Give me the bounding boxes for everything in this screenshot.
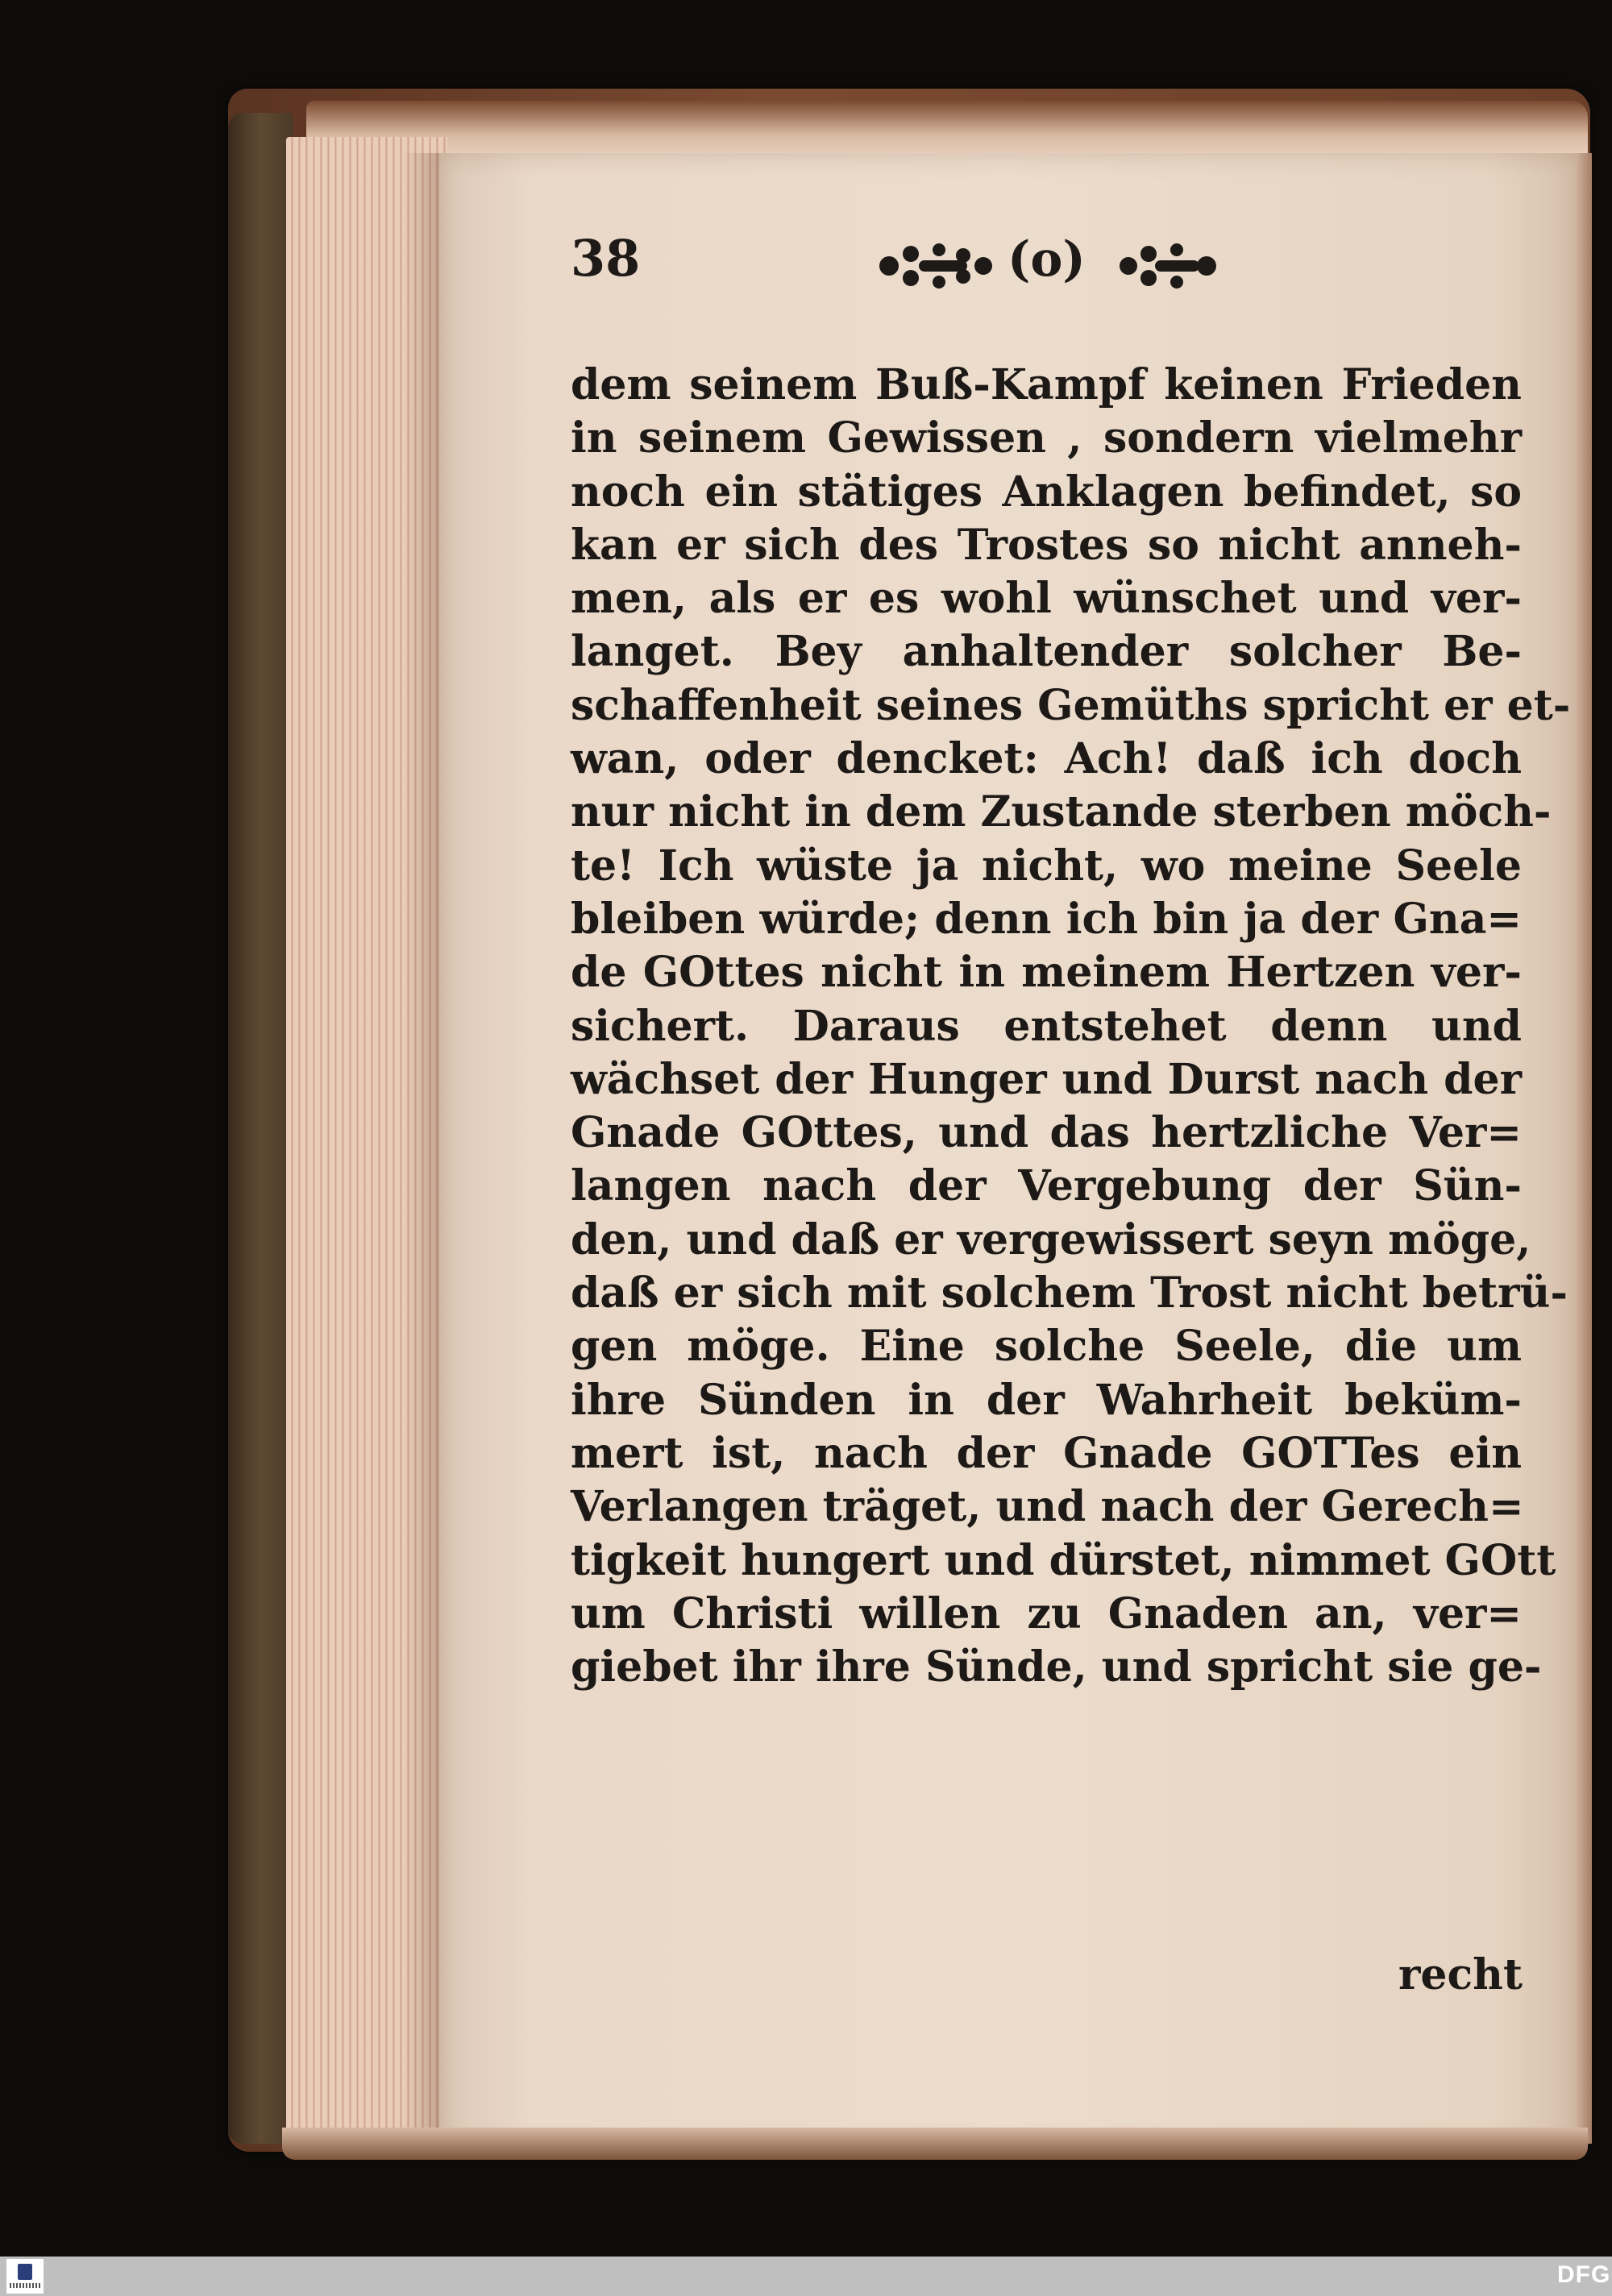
- text-line: gen möge. Eine solche Seele, die um: [571, 1322, 1522, 1372]
- text-line: in seinem Gewissen , sondern vielmehr: [571, 413, 1522, 463]
- text-line: ihre Sünden in der Wahrheit beküm-: [571, 1375, 1522, 1425]
- page-right-edge: [1576, 153, 1592, 2144]
- text-line: wächset der Hunger und Durst nach der: [571, 1054, 1522, 1104]
- text-line: giebet ihr ihre Sünde, und spricht sie ge-: [571, 1642, 1542, 1692]
- text-line: langen nach der Vergebung der Sün-: [571, 1161, 1522, 1211]
- text-line: te! Ich wüste ja nicht, wo meine Seele: [571, 841, 1522, 891]
- text-line: de GOttes nicht in meinem Hertzen ver-: [571, 948, 1522, 998]
- book-bottom-edge: [282, 2128, 1588, 2160]
- text-line: dem seinem Buß-Kampf keinen Frieden: [571, 360, 1522, 409]
- text-line: daß er sich mit solchem Trost nicht betrü-: [571, 1268, 1568, 1318]
- viewer-footer-bar: [0, 2257, 1612, 2296]
- dfg-logo[interactable]: DFG: [1557, 2261, 1611, 2288]
- body-text: [571, 359, 1571, 1694]
- text-line: bleiben würde; denn ich bin ja der Gna=: [571, 894, 1522, 944]
- header-center: (o): [1008, 231, 1086, 288]
- book-top-edge: [306, 101, 1588, 157]
- text-line: men, als er es wohl wünschet und ver-: [571, 574, 1522, 624]
- ornament-left-icon: [875, 234, 995, 298]
- text-line: tigkeit hungert und dürstet, nimmet GOtt: [571, 1535, 1556, 1585]
- text-line: nur nicht in dem Zustande sterben möch-: [571, 787, 1552, 837]
- ornament-right-icon: [1116, 234, 1221, 298]
- text-line: Gnade GOttes, und das hertzliche Ver=: [571, 1108, 1522, 1158]
- text-line: kan er sich des Trostes so nicht anneh-: [571, 520, 1522, 570]
- book-spine: [228, 113, 293, 2144]
- text-line: mert ist, nach der Gnade GOTTes ein: [571, 1428, 1522, 1478]
- text-line: um Christi willen zu Gnaden an, ver=: [571, 1588, 1522, 1638]
- page-number: 38: [571, 229, 641, 288]
- text-line: sichert. Daraus entstehet denn und: [571, 1001, 1522, 1051]
- text-line: wan, oder dencket: Ach! daß ich doch: [571, 734, 1522, 784]
- library-logo-icon[interactable]: [6, 2259, 44, 2294]
- text-line: langet. Bey anhaltender solcher Be-: [571, 627, 1522, 677]
- text-line: den, und daß er vergewissert seyn möge,: [571, 1214, 1531, 1264]
- text-line: Verlangen träget, und nach der Gerech=: [571, 1482, 1524, 1532]
- logo-mark: [18, 2264, 32, 2280]
- logo-caption: [10, 2283, 40, 2288]
- text-line: noch ein stätiges Anklagen befindet, so: [571, 467, 1522, 517]
- text-line: schaffenheit seines Gemüths spricht er et-: [571, 680, 1571, 730]
- catchword: recht: [1398, 1950, 1523, 1999]
